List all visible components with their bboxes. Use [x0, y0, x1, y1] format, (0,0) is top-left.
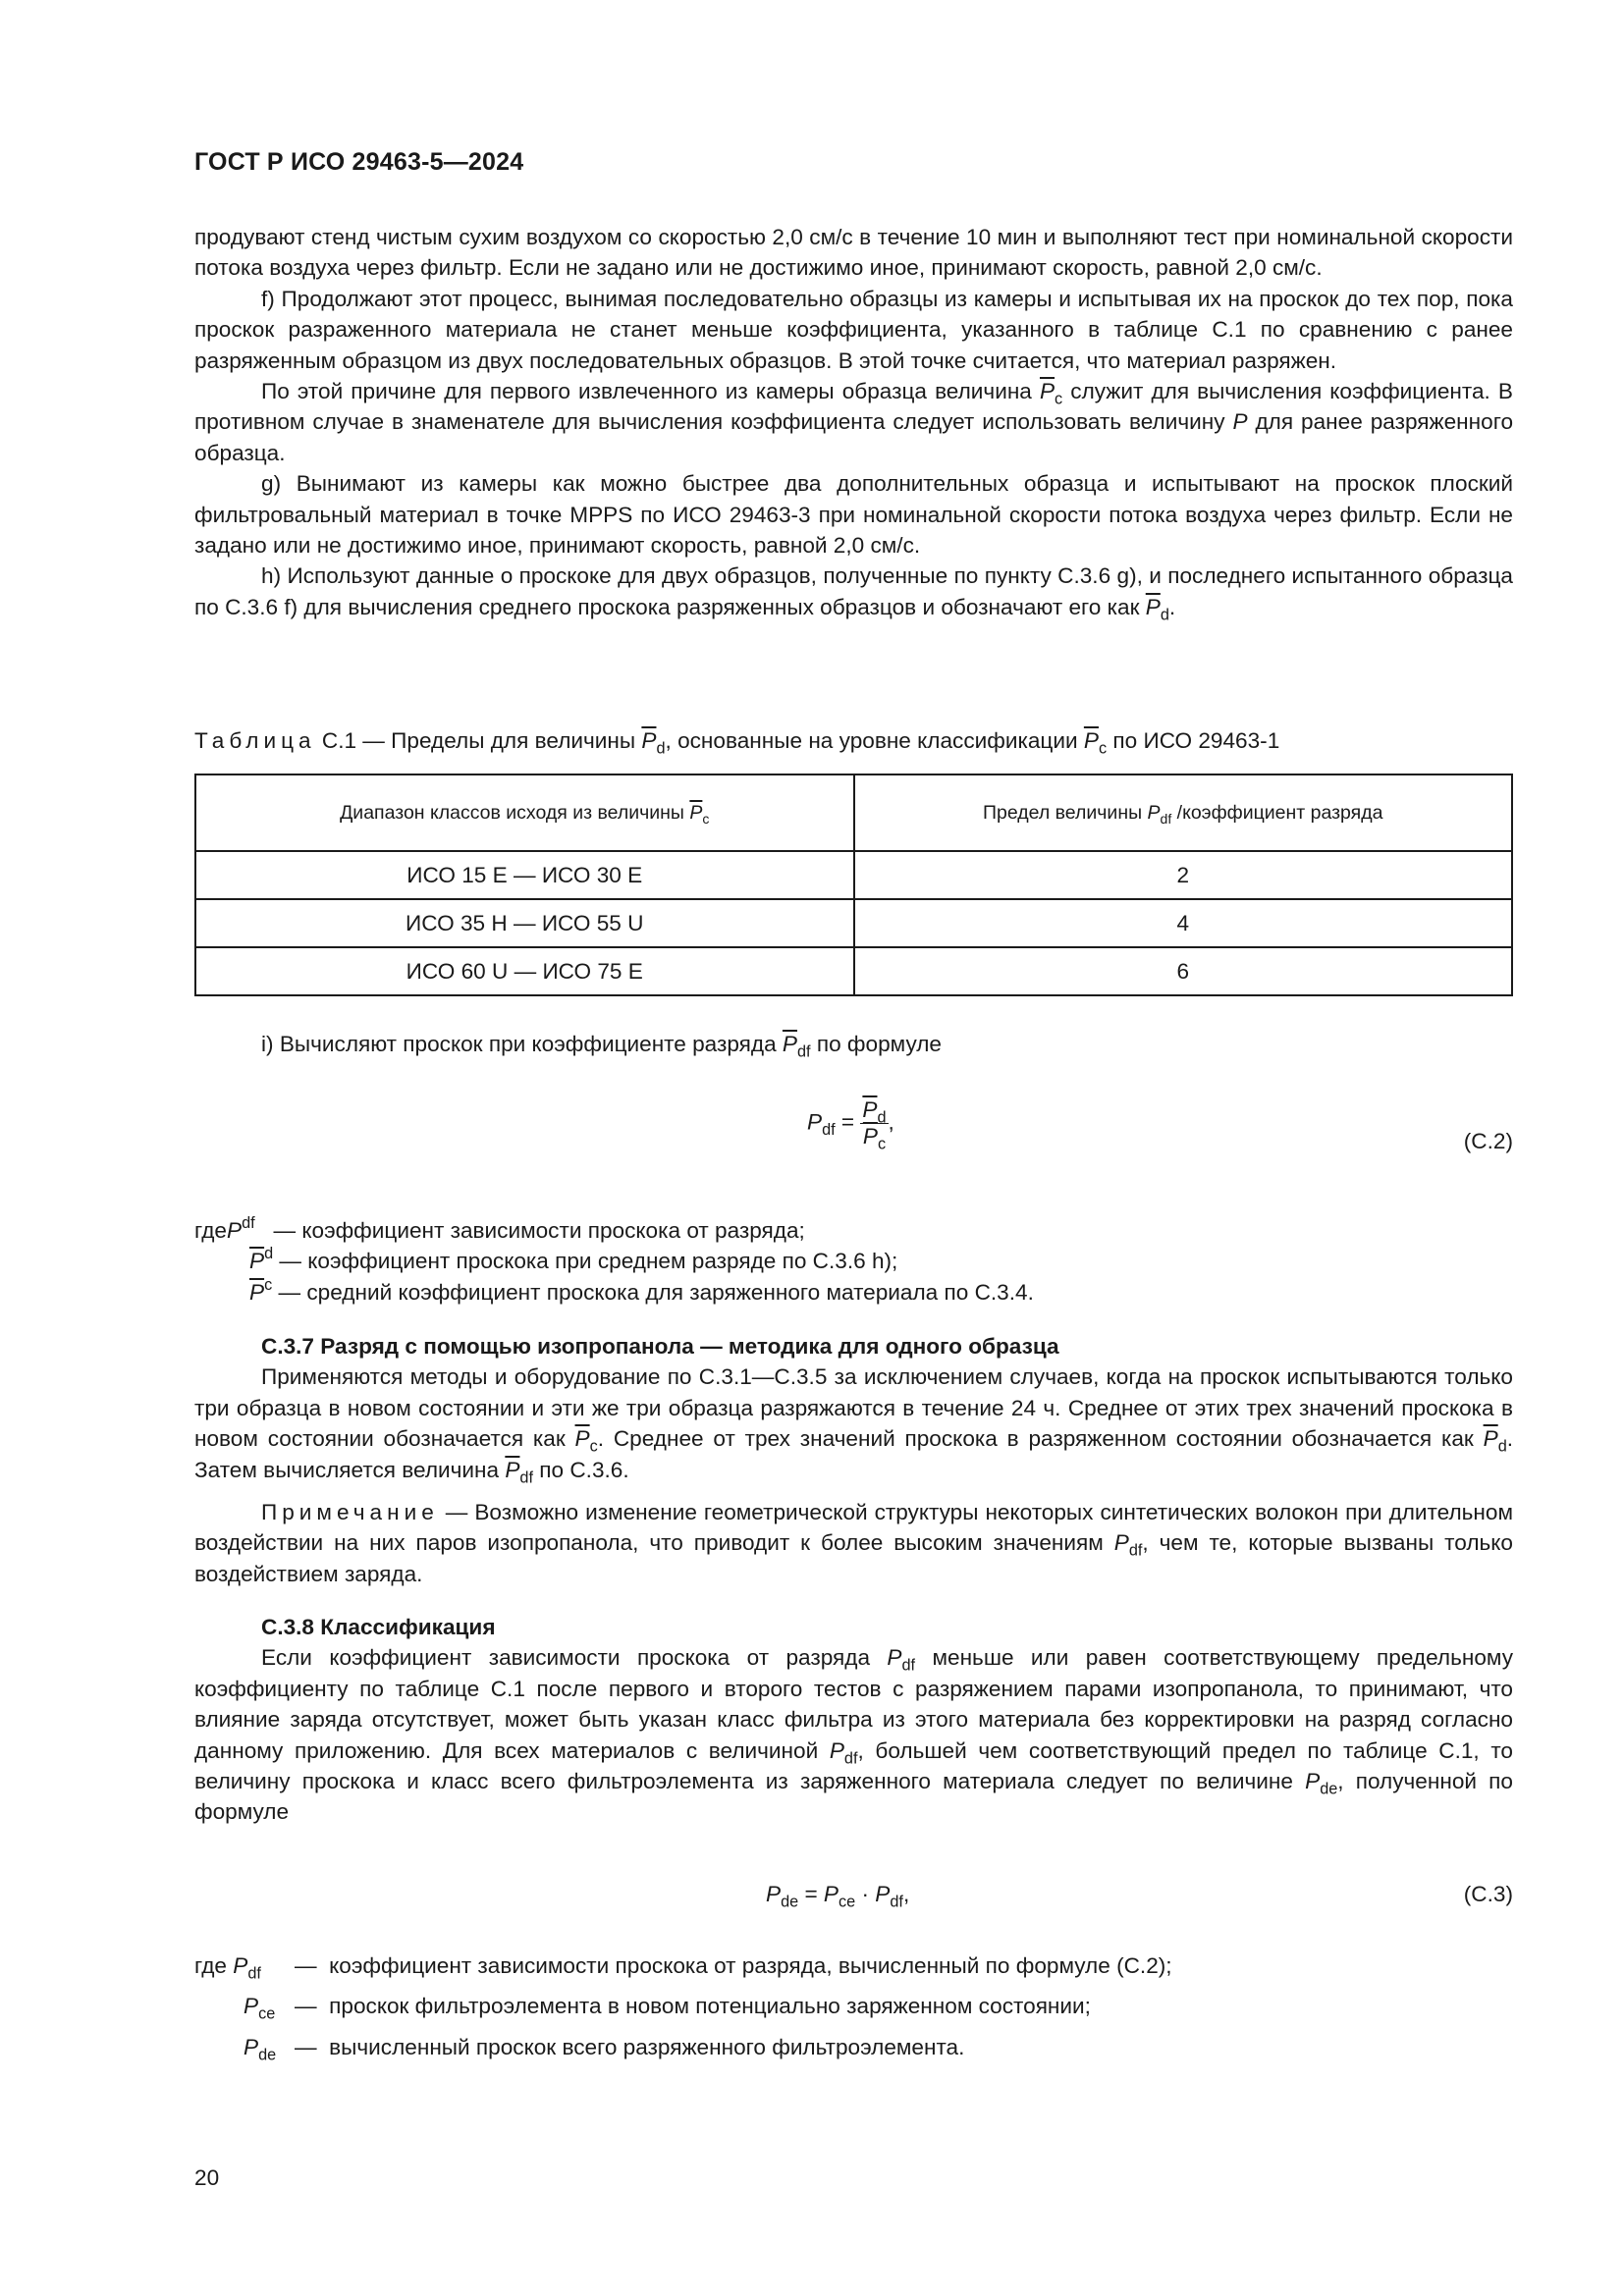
formula-c3: $P_{de} = P_{ce} \cdot P_{df}$, [766, 1882, 910, 1911]
section-c37 [194, 1331, 1513, 1589]
paragraph-h: h) Используют данные о проскоке для двух образцов, полученные по пункту С.3.6 g), и последнего испытанного образца по С.3.6 f) для вычисления среднего проскока разряженных образцов и обозначают его как $\overline{P}_d$. [194, 563, 1513, 624]
table-caption: Таблица С.1 — Пределы для величины $\overline{P}_d$, основанные на уровне классификации $\overline{P}_c$ по ИСО 29463-1 [194, 728, 1280, 758]
table-cell: 4 [854, 899, 1513, 947]
table-header-row [195, 774, 1512, 851]
table-row [195, 851, 1512, 899]
section-c38 [194, 1612, 1513, 1828]
table-cell: ИСО 35 H — ИСО 55 U [195, 899, 854, 947]
paragraph: Если коэффициент зависимости проскока от разряда $P_{df}$ меньше или равен соответствующему предельному коэффициенту по таблице С.1 после первого и второго тестов с разряжением парами изопропанола, то принимают, что влияние заряда отсутствует, может быть указан класс фильтра из этого материала без корректировки на разряд согласно данному приложению. Для всех материалов с величиной $P_{df}$, большей чем соответствующий предел по таблице С.1, то величину проскока и класс всего фильтроэлемента из заряженного материала следует по величине $P_{de}$, полученной по формуле [194, 1645, 1513, 1825]
table-header-cell: Предел величины $P_{df}$ /коэффициент разряда [854, 774, 1513, 851]
table-header-cell: Диапазон классов исходя из величины $\overline{P}_c$ [195, 774, 854, 851]
note: Примечание — Возможно изменение геометрической структуры некоторых синтетических волокон при длительном воздействии на них паров изопропанола, что приводит к более высоким значениям $P_{df}$, чем те, которые вызваны только воздействием заряда. [194, 1500, 1513, 1586]
table-row [195, 899, 1512, 947]
section-title: С.3.8 Классификация [261, 1615, 496, 1639]
paragraph-f: f) Продолжают этот процесс, вынимая последовательно образцы из камеры и испытывая их на проскок до тех пор, пока проскок разраженного материала не станет меньше коэффициента, указанного в таблице С.1 по сравнению с ранее разряженным образцом из двух последовательных образцов. В этой точке считается, что материал разряжен. [194, 286, 1513, 373]
item-i: i) Вычисляют проскок при коэффициенте разряда $\overline{P}_{df}$ по формуле [261, 1032, 942, 1061]
page-number: 20 [194, 2165, 220, 2190]
table-cell: 2 [854, 851, 1513, 899]
where-block-2: где $P_{df}$ — коэффициент зависимости проскока от разряда, вычисленный по формуле (С.2); $P_{ce}$ — проскок фильтроэлемента в новом потенциально заряженном состоянии; $P_{de}$ — вычисленный проскок всего разряженного фильтроэлемента. [194, 1953, 1172, 2064]
where-block-1: где P df — коэффициент зависимости проскока от разряда; $\overline{P}$ d — коэффициент проскока при среднем разряде по С.3.6 h); $\overline{P}$ c — средний коэффициент проскока для заряженного материала по С.3.4. [194, 1214, 1034, 1305]
formula-c2: $P_{df}$ = $\frac{\overline{P}_d}{\overline{P}_c}$ , [807, 1097, 894, 1153]
limits-table [194, 774, 1513, 996]
paragraph-g: g) Вынимают из камеры как можно быстрее два дополнительных образца и испытывают на проскок плоский фильтровальный материал в точке MPPS по ИСО 29463-3 при номинальной скорости потока воздуха через фильтр. Если не задано или не достижимо иное, принимают скорость, равной 2,0 см/с. [194, 471, 1513, 559]
document-header: ГОСТ Р ИСО 29463-5—2024 [194, 148, 524, 176]
paragraph: Применяются методы и оборудование по С.3.1—С.3.5 за исключением случаев, когда на проскок испытываются только три образца в новом состоянии и эти же три образца разряжаются в течение 24 ч. Среднее от этих трех значений проскока в новом состоянии обозначается как $\overline{P}_c$. Среднее от трех значений проскока в разряженном состоянии обозначается как $\overline{P}_d$. Затем вычисляется величина $\overline{P}_{df}$ по С.3.6. [194, 1364, 1514, 1487]
paragraph: продувают стенд чистым сухим воздухом со скоростью 2,0 см/с в течение 10 мин и выполняют тест при номинальной скорости потока воздуха через фильтр. Если не задано или не достижимо иное, принимают скорость, равной 2,0 см/с. [194, 225, 1513, 281]
table-cell: ИСО 60 U — ИСО 75 E [195, 947, 854, 995]
equation-number: (С.3) [1463, 1882, 1513, 1906]
table-cell: 6 [854, 947, 1513, 995]
table-row [195, 947, 1512, 995]
symbol-p-bar: $\overline{P}$ [1039, 379, 1056, 404]
paragraph-reason: По этой причине для первого извлеченного из камеры образца величина $\overline{P}_c$ служит для вычисления коэффициента. В противном случае в знаменателе для вычисления коэффициента следует использовать величину P для ранее разряженного образца. [194, 379, 1514, 465]
equation-number: (С.2) [1463, 1129, 1513, 1153]
table-cell: ИСО 15 E — ИСО 30 E [195, 851, 854, 899]
intro-text [194, 222, 1513, 622]
section-title: С.3.7 Разряд с помощью изопропанола — методика для одного образца [261, 1334, 1059, 1359]
